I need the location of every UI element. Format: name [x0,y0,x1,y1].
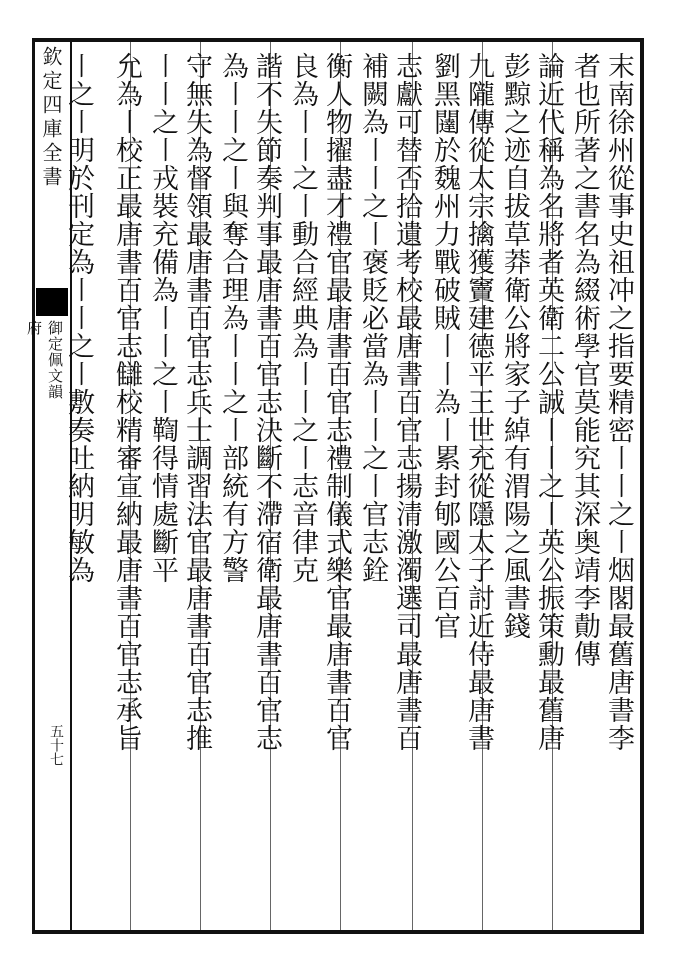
text-column: 〡之〡明於刊定為〡〡之〡敷奏吐納明敏為 [63,52,94,584]
text-column: 志獻可替否拾遺考校最唐書百官志揚清激濁選司最唐書百 [391,52,422,752]
text-column: 者也所著之書名為綴術學官莫能究其深奥靖李勣傳 [569,52,600,668]
text-column: 為〡〡之〡與奪合理為〡〡之〡部統有方警 [217,52,248,584]
text-column: 彭黥之迹自拔草莽衛公將家子綽有渭陽之風書錢 [499,52,530,640]
text-column: 末南徐州從事史祖冲之指要精密〡〡之〡烟閣最舊唐書李 [603,52,634,752]
text-column: 劉黑闥於魏州力戰破賊〡〡為〡累封郇國公百官 [429,52,460,640]
spine-section-title: 御定佩文韻府 [25,320,64,400]
page-number: 五十七 [48,724,64,766]
text-column: 允為〡校正最唐書百官志讎校精審宣納最唐書百官志承旨 [111,52,142,752]
frame-left-border [32,38,35,934]
spine-title: 欽定四庫全書 [39,46,63,190]
text-column: 〡〡之〡戎裝充備為〡〡之〡鞫得情處斷平 [147,52,178,584]
text-column: 守無失為督領最唐書百官志兵士調習法官最唐書百官志推 [181,52,212,752]
text-column: 衡人物擢盡才禮官最唐書百官志禮制儀式樂官最唐書百官 [321,52,352,752]
text-column: 論近代稱為名將者英衛二公誠〡〡之〡英公振策勳最舊唐 [533,52,564,752]
frame-right-border [640,38,644,934]
text-column: 九隴傳從太宗擒獲竇建德平王世充從隱太子討近侍最唐書 [463,52,494,752]
text-column: 諧不失節奏判事最唐書百官志決斷不滯宿衛最唐書百官志 [251,52,282,752]
text-column: 良為〡〡之〡動合經典為〡〡之〡志音律克 [287,52,318,584]
text-column: 補闕為〡〡之〡褒貶必當為〡〡之〡官志銓 [357,52,388,584]
